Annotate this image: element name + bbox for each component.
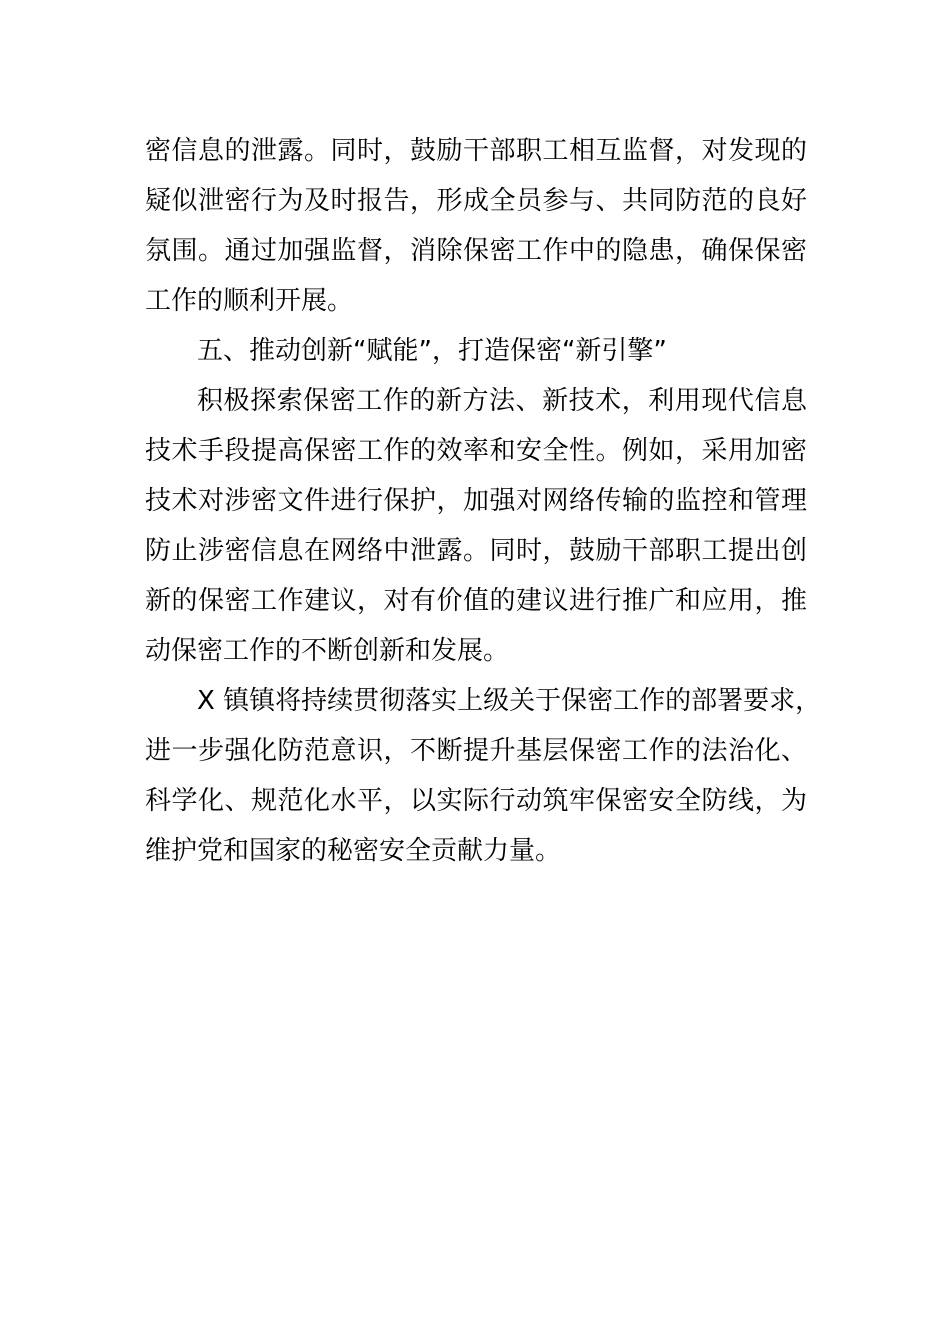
paragraph-line: 新的保密工作建议，对有价值的建议进行推广和应用，推 bbox=[145, 586, 807, 616]
paragraph-line: 维护党和国家的秘密安全贡献力量。 bbox=[145, 836, 562, 866]
paragraph-line: 防止涉密信息在网络中泄露。同时，鼓励干部职工提出创 bbox=[145, 536, 807, 566]
paragraph-line: 科学化、规范化水平，以实际行动筑牢保密安全防线，为 bbox=[145, 786, 807, 816]
paragraph-line: 进一步强化防范意识，不断提升基层保密工作的法治化、 bbox=[145, 736, 807, 766]
paragraph-line: 动保密工作的不断创新和发展。 bbox=[145, 636, 510, 666]
paragraph-line: 技术对涉密文件进行保护，加强对网络传输的监控和管理 bbox=[145, 486, 807, 516]
document-body bbox=[145, 126, 822, 876]
paragraph-line: 工作的顺利开展。 bbox=[145, 286, 354, 316]
paragraph-line: 疑似泄密行为及时报告，形成全员参与、共同防范的良好 bbox=[145, 186, 807, 216]
section-heading: 五、推动创新“赋能”，打造保密“新引擎” bbox=[197, 336, 667, 366]
paragraph-line: 积极探索保密工作的新方法、新技术，利用现代信息 bbox=[197, 386, 807, 416]
paragraph-line: 密信息的泄露。同时，鼓励干部职工相互监督，对发现的 bbox=[145, 136, 807, 166]
paragraph-line: 氛围。通过加强监督，消除保密工作中的隐患，确保保密 bbox=[145, 236, 807, 266]
paragraph-line: 技术手段提高保密工作的效率和安全性。例如，采用加密 bbox=[145, 436, 807, 466]
paragraph-line: X 镇镇将持续贯彻落实上级关于保密工作的部署要求， bbox=[197, 686, 822, 716]
